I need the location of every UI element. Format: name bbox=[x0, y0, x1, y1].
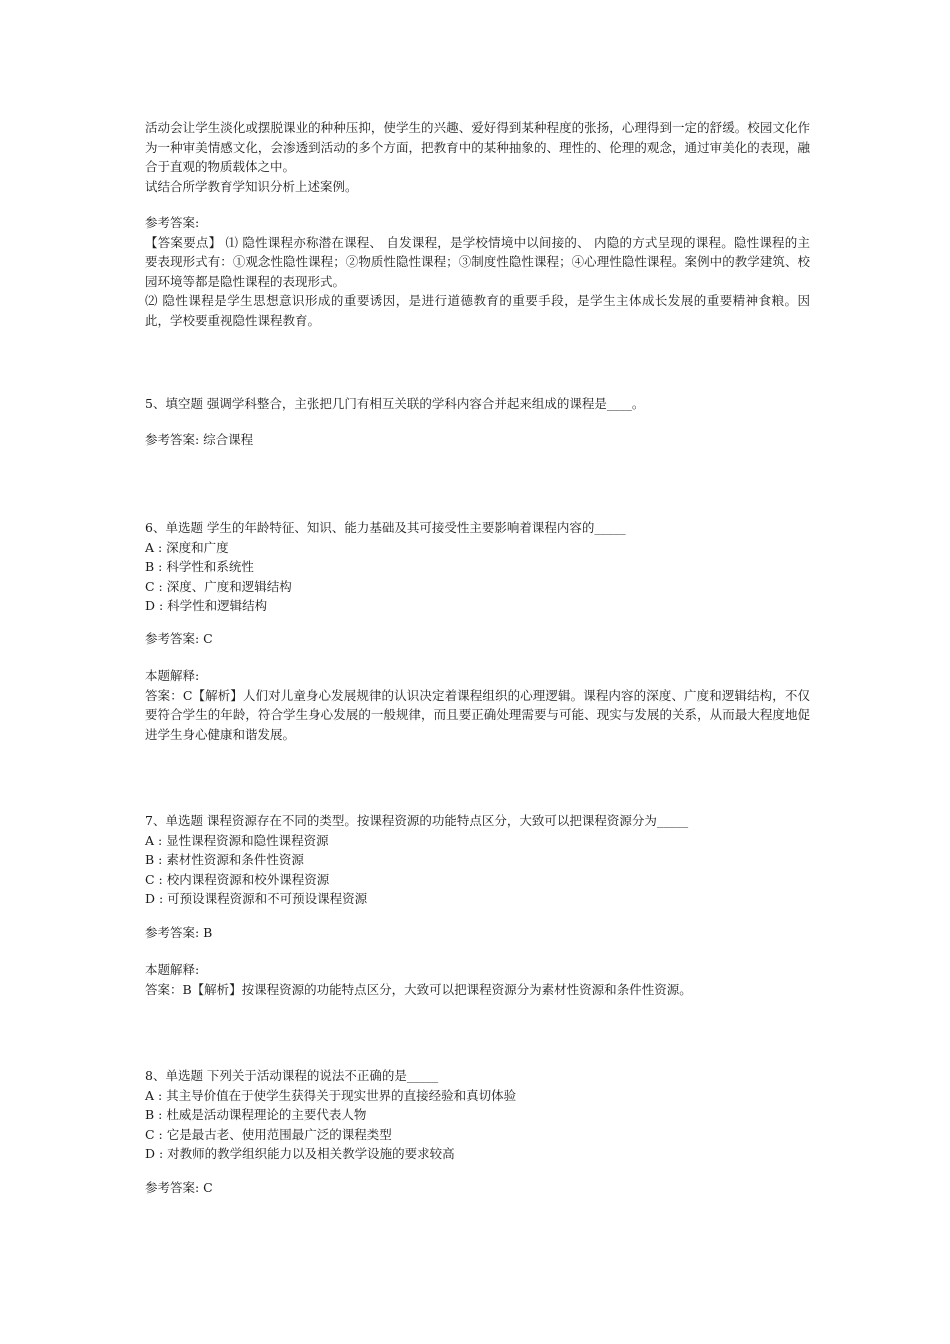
case-answer-point-2: ⑵ 隐性课程是学生思想意识形成的重要诱因，是进行道德教育的重要手段，是学生主体成长发展的重要精神食粮。因此，学校要重视隐性课程教育。 bbox=[145, 293, 810, 328]
question-6 bbox=[145, 518, 810, 616]
question-8-option-c: C : 它是最古老、使用范围最广泛的课程类型 bbox=[145, 1126, 392, 1142]
question-7-option-c: C : 校内课程资源和校外课程资源 bbox=[145, 871, 330, 887]
question-5-answer: 参考答案: 综合课程 bbox=[145, 432, 254, 447]
question-7-explanation: 答案：B【解析】按课程资源的功能特点区分，大致可以把课程资源分为素材性资源和条件性资源。 bbox=[145, 981, 692, 997]
question-8 bbox=[145, 1066, 810, 1164]
question-7-explanation-block bbox=[145, 960, 810, 999]
question-5-header: 5、填空题 强调学科整合，主张把几门有相互关联的学科内容合并起来组成的课程是____。 bbox=[145, 396, 645, 411]
question-8-option-b: B : 杜威是活动课程理论的主要代表人物 bbox=[145, 1107, 367, 1122]
case-answer-block bbox=[145, 213, 810, 330]
case-answer-point-1: 【答案要点】 ⑴ 隐性课程亦称潜在课程、 自发课程，是学校情境中以间接的、 内隐的方式呈现的课程。隐性课程的主要表现形式有：①观念性隐性课程；②物质性隐性课程；③制度性隐性课程；④心理性隐性课程。案例中的教学建筑、校园环境等都是隐性课程的表现形式。 bbox=[145, 234, 810, 289]
question-7 bbox=[145, 811, 810, 909]
question-7-header: 7、单选题 课程资源存在不同的类型。按课程资源的功能特点区分，大致可以把课程资源分为_____ bbox=[145, 813, 689, 828]
question-7-answer: 参考答案: B bbox=[145, 925, 213, 940]
question-6-explanation: 答案：C【解析】人们对儿童身心发展规律的认识决定着课程组织的心理逻辑。课程内容的深度、广度和逻辑结构，不仅要符合学生的年龄，符合学生身心发展的一般规律，而且要正确处理需要与可能、现实与发展的关系，从而最大程度地促进学生身心健康和谐发展。 bbox=[145, 687, 810, 742]
question-5 bbox=[145, 394, 810, 414]
question-6-explain-label: 本题解释: bbox=[145, 668, 200, 683]
question-6-answer-block bbox=[145, 629, 810, 649]
question-7-explain-label: 本题解释: bbox=[145, 962, 200, 977]
question-8-option-a: A : 其主导价值在于使学生获得关于现实世界的直接经验和真切体验 bbox=[145, 1087, 517, 1103]
case-answer-label: 参考答案: bbox=[145, 215, 200, 230]
case-block bbox=[145, 118, 810, 196]
question-7-option-a: A : 显性课程资源和隐性课程资源 bbox=[145, 832, 329, 848]
question-8-header: 8、单选题 下列关于活动课程的说法不正确的是_____ bbox=[145, 1068, 439, 1083]
question-6-explanation-block bbox=[145, 666, 810, 744]
question-6-option-b: B : 科学性和系统性 bbox=[145, 559, 254, 574]
question-7-option-d: D : 可预设课程资源和不可预设课程资源 bbox=[145, 891, 368, 906]
question-8-option-d: D : 对教师的教学组织能力以及相关教学设施的要求较高 bbox=[145, 1146, 455, 1161]
question-5-answer-block bbox=[145, 430, 810, 450]
question-8-answer: 参考答案: C bbox=[145, 1180, 213, 1195]
case-prompt: 试结合所学教育学知识分析上述案例。 bbox=[145, 178, 358, 194]
case-paragraph: 活动会让学生淡化或摆脱课业的种种压抑，使学生的兴趣、爱好得到某种程度的张扬，心理得到一定的舒缓。校园文化作为一种审美情感文化，会渗透到活动的多个方面，把教育中的某种抽象的、理性的、伦理的观念，通过审美化的表现，融合于直观的物质载体之中。 bbox=[145, 120, 810, 174]
question-7-option-b: B : 素材性资源和条件性资源 bbox=[145, 852, 304, 867]
question-6-option-c: C : 深度、广度和逻辑结构 bbox=[145, 578, 292, 594]
question-6-option-d: D : 科学性和逻辑结构 bbox=[145, 598, 268, 613]
question-6-header: 6、单选题 学生的年龄特征、知识、能力基础及其可接受性主要影响着课程内容的_____ bbox=[145, 520, 626, 535]
question-7-answer-block bbox=[145, 923, 810, 943]
question-6-option-a: A : 深度和广度 bbox=[145, 539, 229, 555]
question-6-answer: 参考答案: C bbox=[145, 631, 213, 646]
question-8-answer-block bbox=[145, 1178, 810, 1198]
